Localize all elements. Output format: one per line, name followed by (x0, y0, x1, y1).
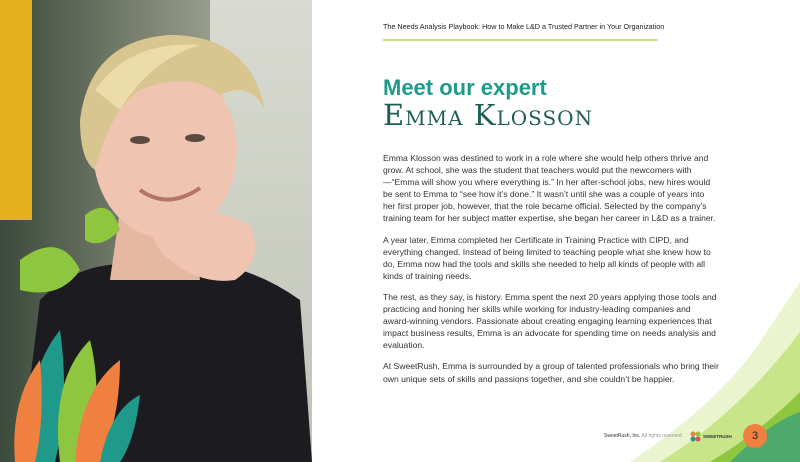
document-header: The Needs Analysis Playbook: How to Make L&D a Trusted Partner in Your Organization (383, 22, 658, 41)
bio-paragraph: The rest, as they say, is history. Emma spent the next 20 years applying those tools and practicing and honing her skills while working for industry-leading companies and award-winning vendors. Passionate about creating engaging learning experiences that impact business results, Emma is an advocate for spending time on needs analysis and evaluation. (383, 291, 717, 351)
expert-name: Emma Klosson (383, 98, 594, 132)
decorative-bands (630, 222, 800, 462)
footer-company: SweetRush, Inc. (604, 433, 641, 439)
sweetrush-logo-text: SWEETRUSH (703, 434, 732, 439)
section-eyebrow: Meet our expert (383, 75, 547, 100)
portrait-illustration (0, 0, 312, 462)
footer-rights: All rights reserved. (641, 433, 683, 439)
footer-copyright (604, 433, 683, 439)
expert-photo (0, 0, 312, 462)
sweetrush-logo-icon (690, 431, 701, 442)
page-number: 3 (743, 424, 767, 448)
bio-paragraph: At SweetRush, Emma is surrounded by a group of talented professionals who bring their own unique sets of skills and passions together, and she couldn’t be happier. (383, 361, 719, 384)
bio-paragraph: A year later, Emma completed her Certificate in Training Practice with CIPD, and everything changed. Instead of being limited to teaching people what she knew how to do, Emma now had the tools and skills she needed to help all kinds of people with all kinds of training needs. (383, 234, 711, 281)
bio-paragraph: Emma Klosson was destined to work in a role where she would help others thrive and grow. At school, she was the student that teachers would put the newcomers with—“Emma will show you where everything is.” In her after-school jobs, new hires would be sent to Emma to “see how it’s done.” It wasn’t until she was a couple of years into her first proper job, however, that the role became official. Selected by the company’s training team for her subject matter expertise, she began her career in L&D as a trainer. (383, 153, 716, 224)
